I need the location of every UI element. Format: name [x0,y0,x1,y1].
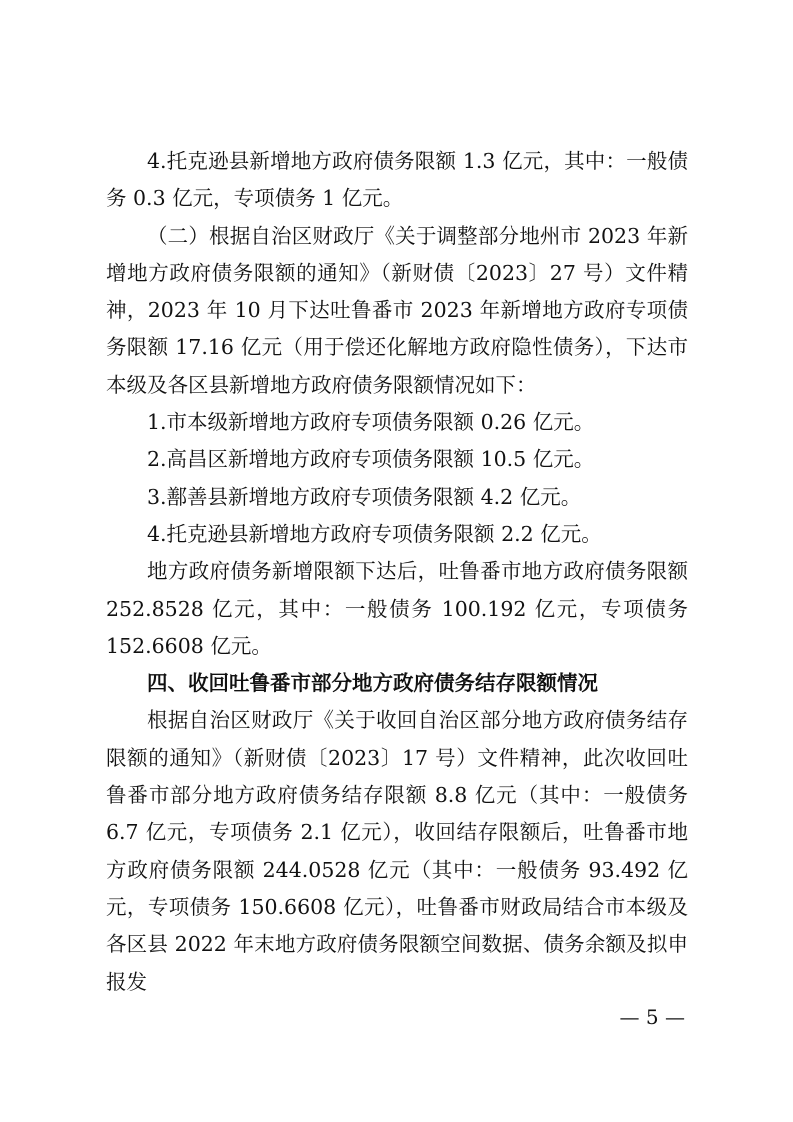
paragraph-tuokexun-general: 4.托克逊县新增地方政府债务限额 1.3 亿元，其中：一般债务 0.3 亿元，专项债务 1 亿元。 [106,149,688,211]
list-item-city-level: 1.市本级新增地方政府专项债务限额 0.26 亿元。 [147,410,595,435]
paragraph-total-limit: 地方政府债务新增限额下达后，吐鲁番市地方政府债务限额 252.8528 亿元，其中：一般债务 100.192 亿元，专项债务 152.6608 亿元。 [106,559,688,658]
paragraph-recall-limit: 根据自治区财政厅《关于收回自治区部分地方政府债务结存限额的通知》（新财债〔2023〕17 号）文件精神，此次收回吐鲁番市部分地方政府债务结存限额 8.8 亿元（其中：一般债务 6.7 亿元，专项债务 2.1 亿元），收回结存限额后，吐鲁番市地方政府债务限额 244.0528 亿元（其中：一般债务 93.492 亿元，专项债务 150.6608 亿元），吐鲁番市财政局结合市本级及各区县 2022 年末地方政府债务限额空间数据、债务余额及拟申报发 [106,708,688,994]
list-item-tuokexun-special: 4.托克逊县新增地方政府专项债务限额 2.2 亿元。 [147,521,602,546]
section-heading-four: 四、收回吐鲁番市部分地方政府债务结存限额情况 [147,671,598,696]
list-item-gaochang: 2.高昌区新增地方政府专项债务限额 10.5 亿元。 [147,447,595,472]
list-item-shanshan: 3.鄯善县新增地方政府专项债务限额 4.2 亿元。 [147,484,582,509]
document-body [106,143,688,1001]
page-number: — 5 — [619,1005,685,1029]
paragraph-adjust-notice: （二）根据自治区财政厅《关于调整部分地州市 2023 年新增地方政府债务限额的通知》（新财债〔2023〕27 号）文件精神，2023 年 10 月下达吐鲁番市 2023 年新增地方政府专项债务限额 17.16 亿元（用于偿还化解地方政府隐性债务），下达市本级及各区县新增地方政府债务限额情况如下： [106,223,688,397]
